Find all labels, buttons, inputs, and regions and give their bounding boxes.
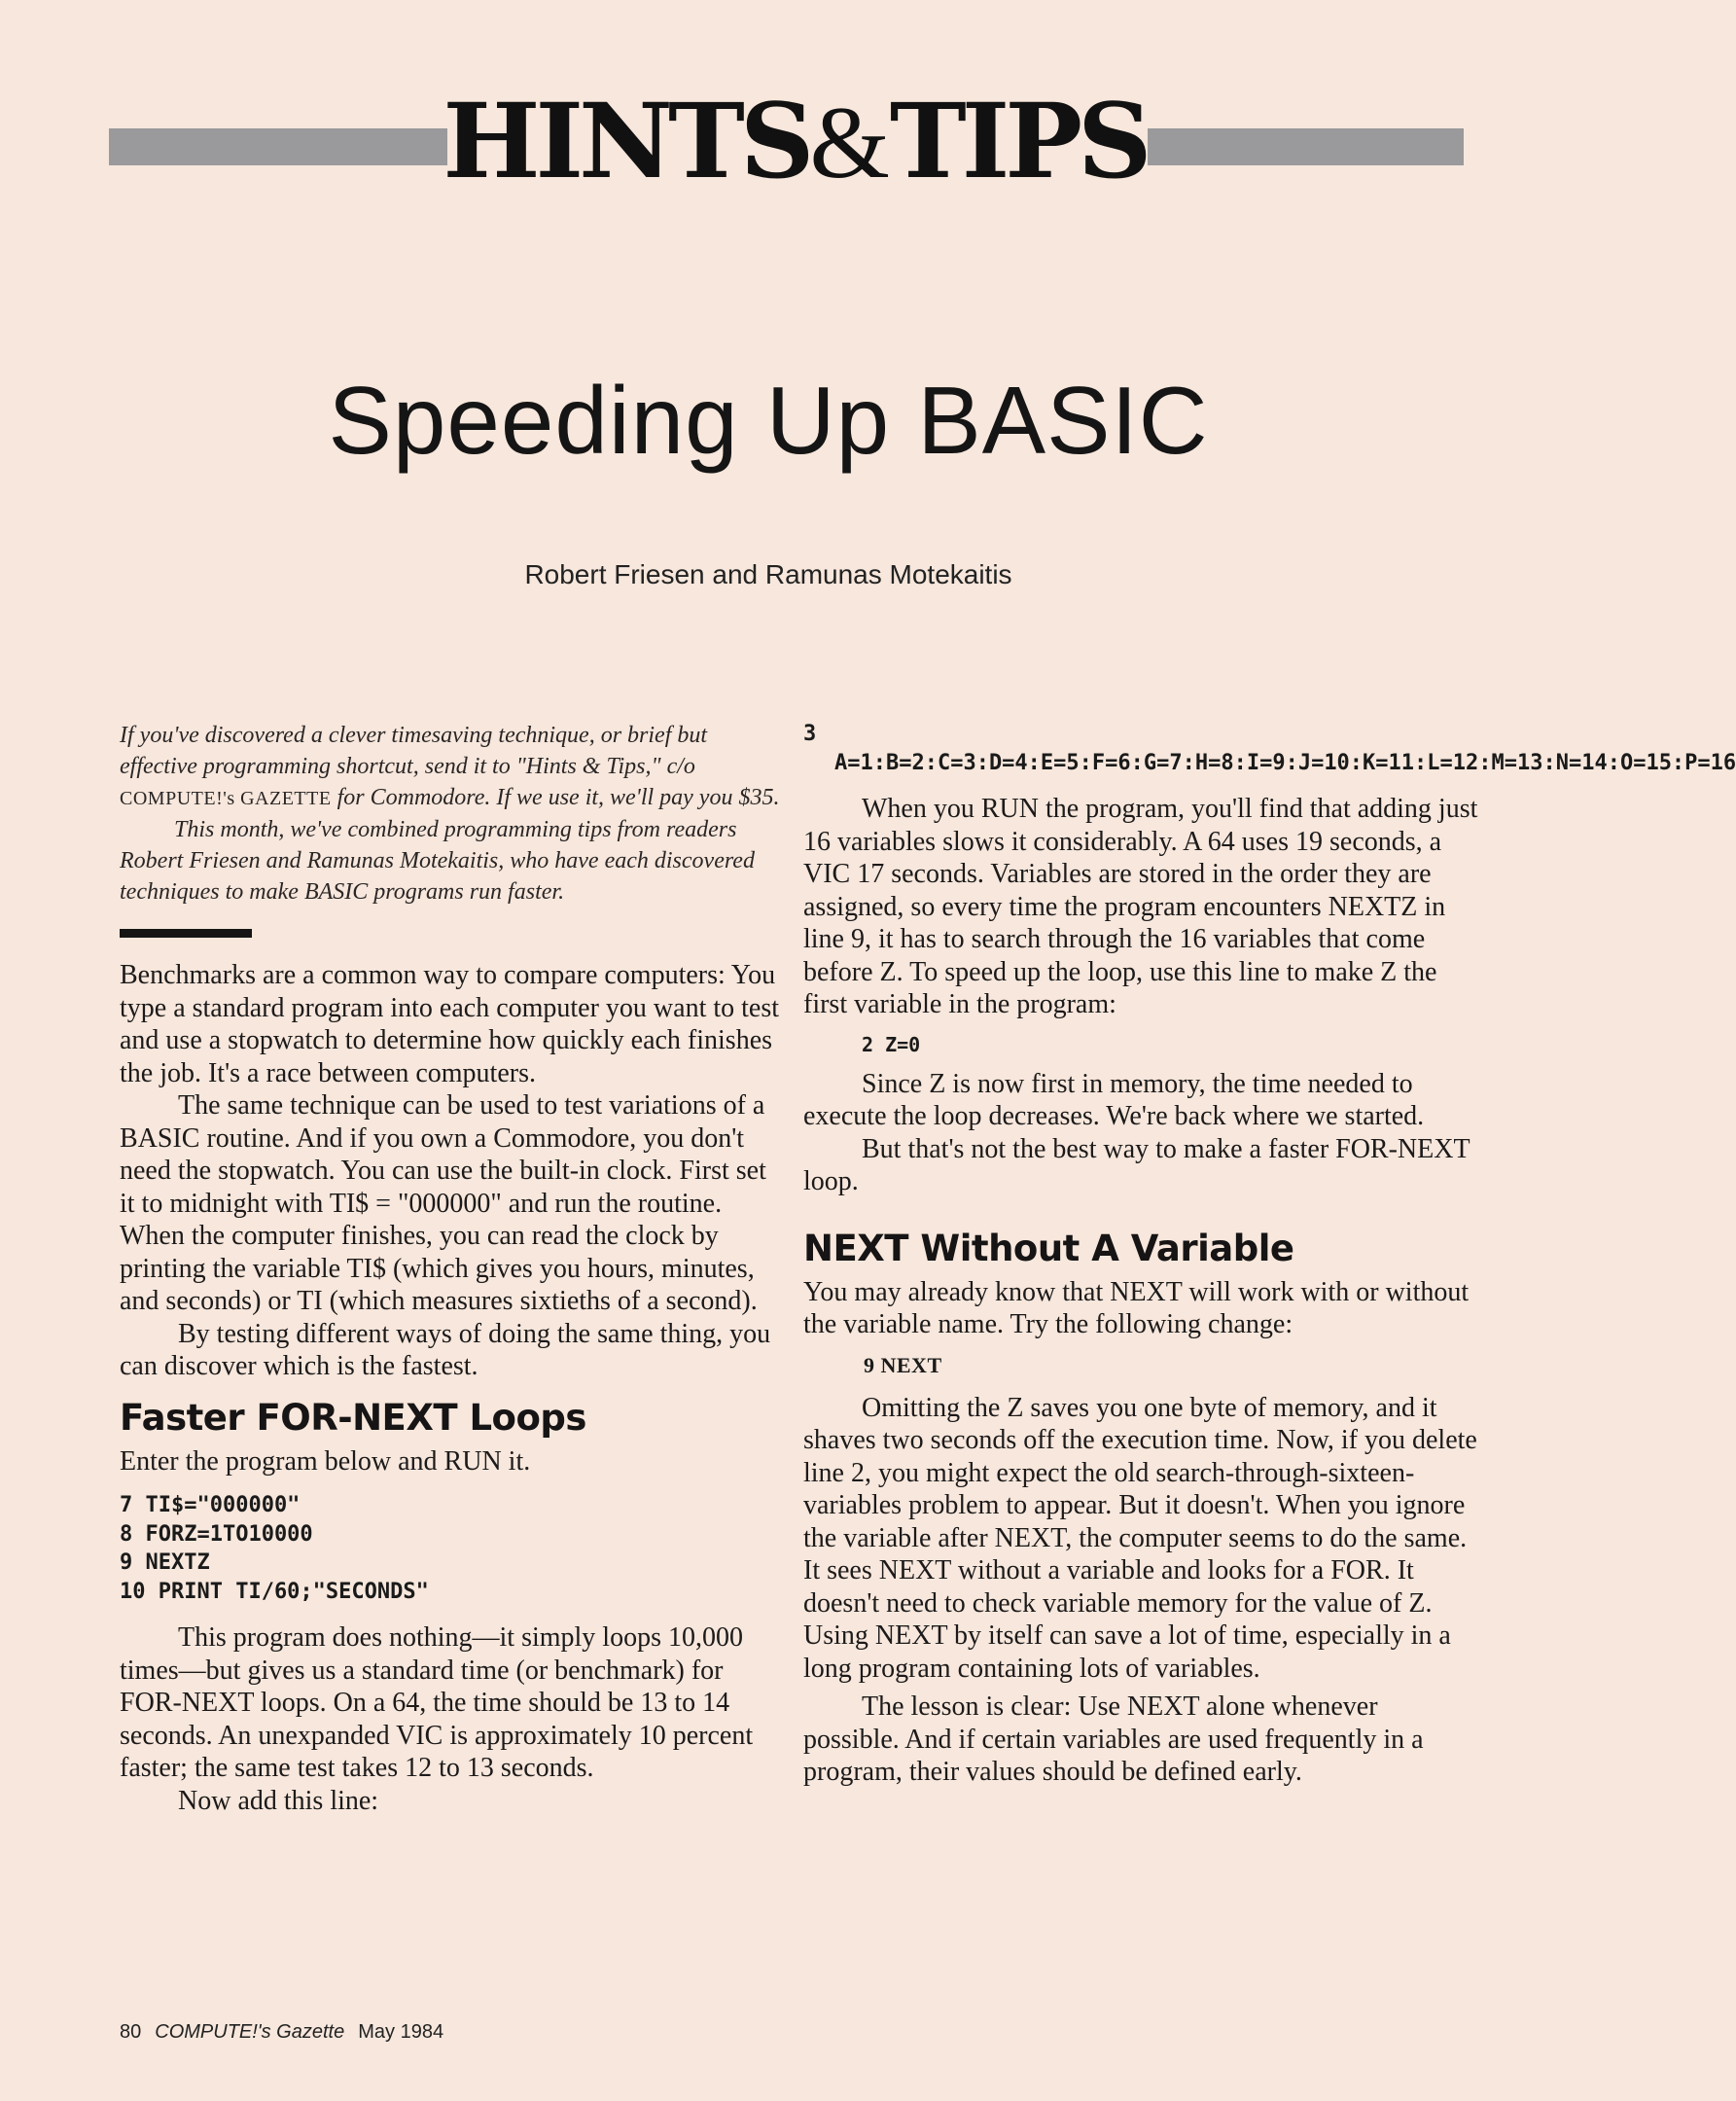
right-body <box>803 793 1479 1789</box>
intro-paragraph-2: This month, we've combined programming tips from readers Robert Friesen and Ramunas Motekaitis, who have each discovered techniques to make BASIC programs run faster. <box>120 817 755 905</box>
intro-text-a: If you've discovered a clever timesaving technique, or brief but effective programming shortcut, send it to "Hints & Tips," c/o <box>120 723 708 779</box>
code-line-z: 2 Z=0 <box>862 1032 921 1056</box>
masthead-bar-right <box>1148 128 1464 165</box>
page-footer <box>120 2021 443 2044</box>
paragraph: Now add this line: <box>178 1785 379 1816</box>
paragraph: Benchmarks are a common way to compare computers: You type a standard program into each computer you want to test and use a stopwatch to determine how quickly each finishes the job. It's a race between computers. <box>120 960 780 1088</box>
left-column <box>120 720 781 1817</box>
masthead-amp: & <box>809 86 890 199</box>
paragraph: The lesson is clear: Use NEXT alone whenever possible. And if certain variables are used frequently in a program, their values should be defined early. <box>803 1691 1424 1787</box>
left-body <box>120 959 781 1817</box>
paragraph: Since Z is now first in memory, the time needed to execute the loop decreases. We're back where we started. <box>803 1068 1425 1131</box>
masthead-bar-left <box>109 128 447 165</box>
paragraph: This program does nothing—it simply loops 10,000 times—but gives us a standard time (or benchmark) for FOR-NEXT loops. On a 64, the time should be 13 to 14 seconds. An unexpanded VIC is approximately 10 percent faster; the same test takes 12 to 13 seconds. <box>120 1622 754 1783</box>
subheading-next-without-variable: NEXT Without A Variable <box>803 1227 1294 1269</box>
subheading-faster-loops: Faster FOR-NEXT Loops <box>120 1396 586 1439</box>
intro-blurb <box>120 720 781 908</box>
page-number: 80 <box>120 2021 142 2043</box>
right-column <box>803 720 1736 1789</box>
code-line: 8 FORZ=1TO10000 <box>120 1521 313 1547</box>
article-title: Speeding Up BASIC <box>328 367 1209 474</box>
code-line: 7 TI$="000000" <box>120 1493 301 1517</box>
intro-paragraph-1 <box>120 720 781 814</box>
footer-date: May 1984 <box>358 2021 444 2043</box>
intro-text-b: for Commodore. If we use it, we'll pay you $35. <box>331 785 780 810</box>
paragraph: But that's not the best way to make a faster FOR-NEXT loop. <box>803 1133 1470 1196</box>
paragraph: By testing different ways of doing the same thing, you can discover which is the fastest. <box>120 1318 771 1381</box>
section-rule <box>120 929 252 938</box>
paragraph: Enter the program below and RUN it. <box>120 1445 531 1477</box>
intro-magazine-name: COMPUTE!'s GAZETTE <box>120 788 332 809</box>
paragraph: Omitting the Z saves you one byte of memory, and it shaves two seconds off the execution time. Now, if you delete line 2, you might expect the old search-through-sixteen-variables problem to appear. But it doesn't. When you ignore the variable after NEXT, the computer seems to do the same. It sees NEXT without a variable and looks for a FOR. It doesn't need to check variable memory for the value of Z. Using NEXT by itself can save a lot of time, especially in a long program containing lots of variables. <box>803 1392 1477 1684</box>
paragraph: When you RUN the program, you'll find that adding just 16 variables slows it considerably. A 64 uses 19 seconds, a VIC 17 seconds. Variables are stored in the order they are assigned, so every time the program encounters NEXTZ in line 9, it has to search through the 16 variables that come before Z. To speed up the loop, use this line to make Z the first variable in the program: <box>803 794 1478 1019</box>
code-line: 10 PRINT TI/60;"SECONDS" <box>120 1579 429 1604</box>
masthead-tips: TIPS <box>889 80 1148 201</box>
byline: Robert Friesen and Ramunas Motekaitis <box>524 559 1012 589</box>
masthead-title <box>443 80 1148 201</box>
paragraph: The same technique can be used to test variations of a BASIC routine. And if you own a Commodore, you don't need the stopwatch. You can use the built-in clock. First set it to midnight with TI$ = "000000" and run the routine. When the computer finishes, you can read the clock by printing the variable TI$ (which gives you hours, minutes, and seconds) or TI (which measures sixtieths of a second). <box>120 1090 766 1316</box>
paragraph: You may already know that NEXT will work with or without the variable name. Try the following change: <box>803 1276 1470 1339</box>
code-listing-variables <box>803 720 1736 777</box>
code-line: 3 A=1:B=2:C=3:D=4:E=5:F=6:G=7:H=8:I=9:J=10:K=11:L=12:M=13:N=14:O=15:P=16 <box>803 722 1736 775</box>
code-listing <box>120 1491 781 1606</box>
footer-magazine: COMPUTE!'s Gazette <box>155 2021 345 2043</box>
code-line: 9 NEXTZ <box>120 1550 210 1575</box>
code-line-next: 9 NEXT <box>864 1352 942 1377</box>
masthead-hints: HINTS <box>443 80 810 201</box>
